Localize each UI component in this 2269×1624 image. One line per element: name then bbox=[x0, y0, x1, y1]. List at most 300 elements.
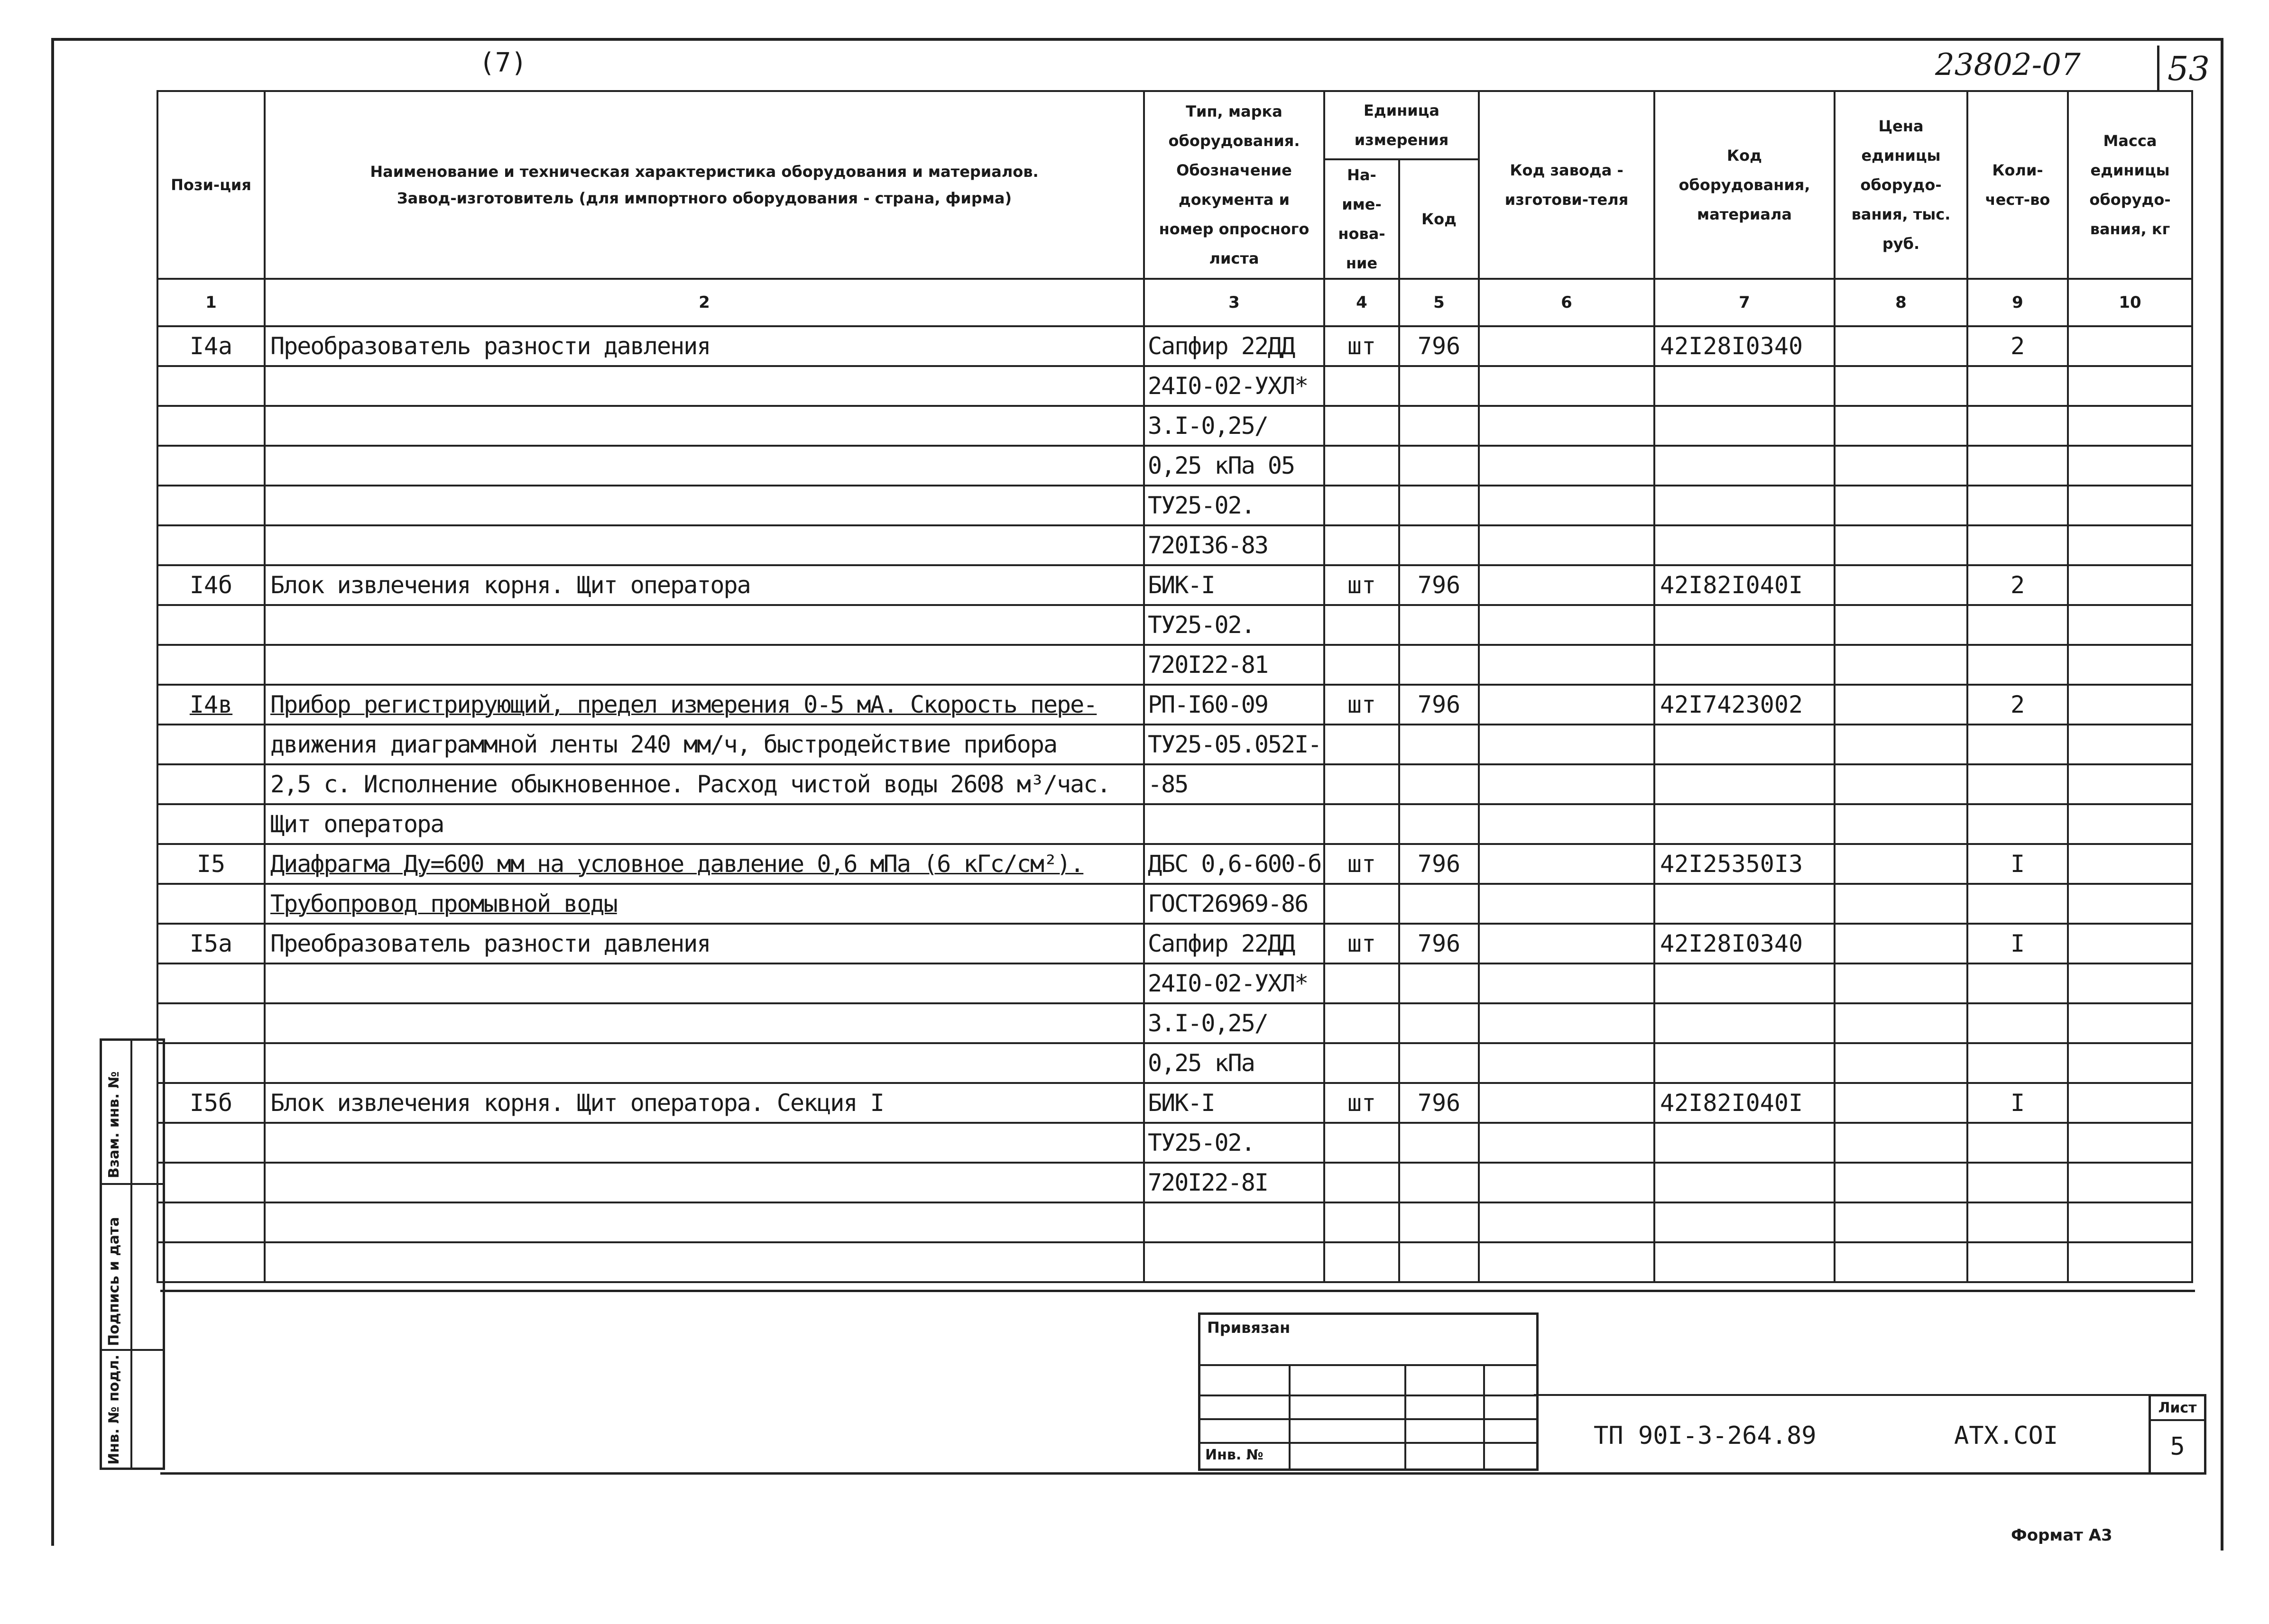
row-unit-code bbox=[1399, 366, 1479, 406]
row-type: -85 bbox=[1144, 764, 1324, 804]
row-quantity bbox=[1967, 1123, 2068, 1163]
row-name bbox=[265, 1043, 1144, 1083]
table-row bbox=[157, 764, 2192, 804]
row-unit-code: 796 bbox=[1399, 844, 1479, 884]
row-unit bbox=[1324, 645, 1399, 685]
row-name: Преобразователь разности давления bbox=[265, 326, 1144, 366]
row-unit bbox=[1324, 1202, 1399, 1242]
row-price bbox=[1835, 804, 1967, 844]
row-equipment-code: 42I82I040I bbox=[1654, 1083, 1835, 1123]
row-equipment-code bbox=[1654, 486, 1835, 525]
row-mass bbox=[2068, 605, 2192, 645]
row-factory-code bbox=[1479, 525, 1654, 565]
row-price bbox=[1835, 924, 1967, 963]
margin-stamp bbox=[100, 1038, 165, 1470]
header-name-line2: Завод-изготовитель (для импортного оборудования - страна, фирма) bbox=[397, 189, 1012, 207]
row-unit: шт bbox=[1324, 326, 1399, 366]
frame-bottom-line bbox=[160, 1472, 2195, 1475]
row-mass bbox=[2068, 406, 2192, 446]
row-type: 0,25 кПа bbox=[1144, 1043, 1324, 1083]
row-quantity bbox=[1967, 963, 2068, 1003]
row-price bbox=[1835, 446, 1967, 486]
row-price bbox=[1835, 326, 1967, 366]
table-row bbox=[157, 685, 2192, 725]
row-mass bbox=[2068, 1043, 2192, 1083]
privbox-line bbox=[1200, 1418, 1536, 1420]
stamp-inv-cell bbox=[102, 1349, 163, 1468]
row-quantity bbox=[1967, 1202, 2068, 1242]
row-price bbox=[1835, 1043, 1967, 1083]
sheet-label: Лист bbox=[2151, 1396, 2204, 1421]
row-equipment-code bbox=[1654, 525, 1835, 565]
row-price bbox=[1835, 844, 1967, 884]
row-price bbox=[1835, 963, 1967, 1003]
row-mass bbox=[2068, 446, 2192, 486]
row-quantity: 2 bbox=[1967, 685, 2068, 725]
format-label: Формат А3 bbox=[2011, 1526, 2112, 1545]
row-unit-code bbox=[1399, 1242, 1479, 1282]
row-position bbox=[157, 963, 265, 1003]
row-price bbox=[1835, 525, 1967, 565]
row-type bbox=[1144, 804, 1324, 844]
row-price bbox=[1835, 1123, 1967, 1163]
row-mass bbox=[2068, 1242, 2192, 1282]
row-unit-code: 796 bbox=[1399, 326, 1479, 366]
table-row bbox=[157, 605, 2192, 645]
column-number: 7 bbox=[1654, 279, 1835, 326]
row-quantity bbox=[1967, 645, 2068, 685]
row-position: I5 bbox=[157, 844, 265, 884]
doc-number-handwritten: 23802-07 bbox=[1935, 47, 2081, 83]
row-position: I4а bbox=[157, 326, 265, 366]
row-factory-code bbox=[1479, 446, 1654, 486]
row-position bbox=[157, 1242, 265, 1282]
sheet-box bbox=[2149, 1394, 2206, 1475]
row-name: Блок извлечения корня. Щит оператора bbox=[265, 565, 1144, 605]
row-mass bbox=[2068, 963, 2192, 1003]
table-row bbox=[157, 1163, 2192, 1202]
row-mass bbox=[2068, 924, 2192, 963]
row-name: Щит оператора bbox=[265, 804, 1144, 844]
row-position: I5б bbox=[157, 1083, 265, 1123]
row-mass bbox=[2068, 366, 2192, 406]
row-position bbox=[157, 1123, 265, 1163]
table-row bbox=[157, 1043, 2192, 1083]
row-position bbox=[157, 764, 265, 804]
row-price bbox=[1835, 1202, 1967, 1242]
row-price bbox=[1835, 685, 1967, 725]
table-row bbox=[157, 486, 2192, 525]
row-type: 720I22-8I bbox=[1144, 1163, 1324, 1202]
privbox-line bbox=[1200, 1442, 1536, 1444]
row-price bbox=[1835, 1163, 1967, 1202]
header-unit-group: Единица измерения bbox=[1324, 91, 1479, 159]
row-factory-code bbox=[1479, 326, 1654, 366]
privbox-vline bbox=[1404, 1366, 1406, 1468]
header-position: Пози-ция bbox=[157, 91, 265, 279]
row-type: ТУ25-02. bbox=[1144, 1123, 1324, 1163]
row-unit bbox=[1324, 446, 1399, 486]
privbox-line bbox=[1200, 1364, 1536, 1366]
row-type: 720I22-81 bbox=[1144, 645, 1324, 685]
row-position bbox=[157, 804, 265, 844]
row-unit-code bbox=[1399, 605, 1479, 645]
row-unit-code bbox=[1399, 725, 1479, 764]
row-type: 24I0-02-УХЛ* bbox=[1144, 963, 1324, 1003]
row-price bbox=[1835, 565, 1967, 605]
row-quantity: I bbox=[1967, 844, 2068, 884]
row-mass bbox=[2068, 685, 2192, 725]
row-name bbox=[265, 645, 1144, 685]
row-quantity bbox=[1967, 1163, 2068, 1202]
row-factory-code bbox=[1479, 963, 1654, 1003]
row-price bbox=[1835, 486, 1967, 525]
row-name: Прибор регистрирующий, предел измерения 0-5 мА. Скорость пере- bbox=[265, 685, 1144, 725]
row-name bbox=[265, 366, 1144, 406]
row-mass bbox=[2068, 725, 2192, 764]
row-name bbox=[265, 1242, 1144, 1282]
row-position bbox=[157, 1202, 265, 1242]
privbox-line bbox=[1200, 1395, 1536, 1396]
row-equipment-code bbox=[1654, 1242, 1835, 1282]
row-equipment-code: 42I7423002 bbox=[1654, 685, 1835, 725]
row-equipment-code bbox=[1654, 1043, 1835, 1083]
row-type: ДБС 0,6-600-б bbox=[1144, 844, 1324, 884]
row-type: БИК-I bbox=[1144, 1083, 1324, 1123]
row-equipment-code: 42I28I0340 bbox=[1654, 924, 1835, 963]
row-factory-code bbox=[1479, 1003, 1654, 1043]
title-block-row-line bbox=[1534, 1394, 2150, 1396]
table-row bbox=[157, 565, 2192, 605]
row-factory-code bbox=[1479, 1163, 1654, 1202]
row-equipment-code bbox=[1654, 804, 1835, 844]
table-row bbox=[157, 725, 2192, 764]
row-unit bbox=[1324, 1043, 1399, 1083]
row-type: ТУ25-02. bbox=[1144, 605, 1324, 645]
row-unit-code bbox=[1399, 1123, 1479, 1163]
row-price bbox=[1835, 406, 1967, 446]
row-unit bbox=[1324, 605, 1399, 645]
table-row bbox=[157, 1242, 2192, 1282]
row-type: Сапфир 22ДД bbox=[1144, 924, 1324, 963]
table-row bbox=[157, 446, 2192, 486]
privyazan-box bbox=[1198, 1312, 1539, 1471]
row-position bbox=[157, 446, 265, 486]
table-row bbox=[157, 1003, 2192, 1043]
table-row bbox=[157, 924, 2192, 963]
row-factory-code bbox=[1479, 645, 1654, 685]
row-type: 3.I-0,25/ bbox=[1144, 1003, 1324, 1043]
header-unit-name: На-име-нова-ние bbox=[1324, 159, 1399, 279]
row-equipment-code bbox=[1654, 963, 1835, 1003]
row-quantity bbox=[1967, 764, 2068, 804]
header-price: Цена единицы оборудо-вания, тыс. руб. bbox=[1835, 91, 1967, 279]
table-row bbox=[157, 963, 2192, 1003]
row-position: I4б bbox=[157, 565, 265, 605]
row-factory-code bbox=[1479, 366, 1654, 406]
row-equipment-code: 42I28I0340 bbox=[1654, 326, 1835, 366]
row-price bbox=[1835, 884, 1967, 924]
row-name: движения диаграммной ленты 240 мм/ч, быстродействие прибора bbox=[265, 725, 1144, 764]
row-unit-code bbox=[1399, 884, 1479, 924]
row-quantity bbox=[1967, 525, 2068, 565]
row-unit bbox=[1324, 804, 1399, 844]
row-mass bbox=[2068, 764, 2192, 804]
row-quantity bbox=[1967, 446, 2068, 486]
row-unit-code bbox=[1399, 446, 1479, 486]
row-name: Блок извлечения корня. Щит оператора. Секция I bbox=[265, 1083, 1144, 1123]
table-body bbox=[157, 326, 2192, 1282]
table-bottom-line bbox=[160, 1290, 2195, 1292]
row-equipment-code bbox=[1654, 605, 1835, 645]
column-number: 8 bbox=[1835, 279, 1967, 326]
row-type: ТУ25-05.052I- bbox=[1144, 725, 1324, 764]
row-price bbox=[1835, 1242, 1967, 1282]
row-factory-code bbox=[1479, 406, 1654, 446]
frame-right bbox=[2221, 38, 2223, 1551]
row-position bbox=[157, 486, 265, 525]
row-type: 24I0-02-УХЛ* bbox=[1144, 366, 1324, 406]
row-unit-code bbox=[1399, 1003, 1479, 1043]
row-unit: шт bbox=[1324, 924, 1399, 963]
frame-left bbox=[51, 38, 54, 1546]
row-quantity bbox=[1967, 725, 2068, 764]
row-position bbox=[157, 884, 265, 924]
row-mass bbox=[2068, 804, 2192, 844]
row-unit bbox=[1324, 525, 1399, 565]
row-mass bbox=[2068, 844, 2192, 884]
header-name-line1: Наименование и техническая характеристика оборудования и материалов. bbox=[370, 163, 1039, 181]
row-unit bbox=[1324, 1163, 1399, 1202]
table-row bbox=[157, 366, 2192, 406]
row-mass bbox=[2068, 1202, 2192, 1242]
column-number: 2 bbox=[265, 279, 1144, 326]
row-unit: шт bbox=[1324, 1083, 1399, 1123]
row-type: ГОСТ26969-86 bbox=[1144, 884, 1324, 924]
row-unit-code bbox=[1399, 804, 1479, 844]
row-equipment-code bbox=[1654, 1003, 1835, 1043]
row-unit-code bbox=[1399, 525, 1479, 565]
row-factory-code bbox=[1479, 1123, 1654, 1163]
header-row-1 bbox=[157, 91, 2192, 159]
row-equipment-code: 42I25350I3 bbox=[1654, 844, 1835, 884]
row-mass bbox=[2068, 1123, 2192, 1163]
row-mass bbox=[2068, 565, 2192, 605]
specification-table bbox=[157, 90, 2193, 1283]
row-equipment-code bbox=[1654, 884, 1835, 924]
row-quantity bbox=[1967, 804, 2068, 844]
row-equipment-code bbox=[1654, 1202, 1835, 1242]
row-unit bbox=[1324, 406, 1399, 446]
table-row bbox=[157, 884, 2192, 924]
table-row bbox=[157, 1083, 2192, 1123]
table-row bbox=[157, 326, 2192, 366]
table-row bbox=[157, 406, 2192, 446]
row-type: 720I36-83 bbox=[1144, 525, 1324, 565]
header-mass: Масса единицы оборудо-вания, кг bbox=[2068, 91, 2192, 279]
row-equipment-code bbox=[1654, 1123, 1835, 1163]
row-unit-code: 796 bbox=[1399, 924, 1479, 963]
header-type: Тип, марка оборудования. Обозначение документа и номер опросного листа bbox=[1144, 91, 1324, 279]
row-unit bbox=[1324, 1003, 1399, 1043]
row-quantity bbox=[1967, 605, 2068, 645]
sheet-number: 5 bbox=[2170, 1432, 2185, 1461]
column-numbers-row bbox=[157, 279, 2192, 326]
table-row bbox=[157, 525, 2192, 565]
column-number: 6 bbox=[1479, 279, 1654, 326]
row-mass bbox=[2068, 884, 2192, 924]
row-unit bbox=[1324, 1123, 1399, 1163]
row-price bbox=[1835, 1083, 1967, 1123]
row-type bbox=[1144, 1242, 1324, 1282]
row-unit-code bbox=[1399, 406, 1479, 446]
row-unit-code bbox=[1399, 1163, 1479, 1202]
row-type: БИК-I bbox=[1144, 565, 1324, 605]
row-unit-code bbox=[1399, 645, 1479, 685]
row-position bbox=[157, 725, 265, 764]
row-equipment-code bbox=[1654, 366, 1835, 406]
row-unit bbox=[1324, 725, 1399, 764]
row-unit-code: 796 bbox=[1399, 685, 1479, 725]
row-unit bbox=[1324, 366, 1399, 406]
row-price bbox=[1835, 725, 1967, 764]
column-number: 5 bbox=[1399, 279, 1479, 326]
table-row bbox=[157, 804, 2192, 844]
row-position: I5а bbox=[157, 924, 265, 963]
row-equipment-code: 42I82I040I bbox=[1654, 565, 1835, 605]
row-unit-code bbox=[1399, 1202, 1479, 1242]
row-mass bbox=[2068, 1163, 2192, 1202]
row-quantity: 2 bbox=[1967, 565, 2068, 605]
row-position bbox=[157, 1003, 265, 1043]
row-quantity: I bbox=[1967, 1083, 2068, 1123]
row-quantity bbox=[1967, 1003, 2068, 1043]
row-factory-code bbox=[1479, 565, 1654, 605]
document-code: АТХ.СОI bbox=[1954, 1422, 2058, 1450]
row-mass bbox=[2068, 645, 2192, 685]
row-name: 2,5 с. Исполнение обыкновенное. Расход чистой воды 2608 м³/час. bbox=[265, 764, 1144, 804]
top-mark: (7) bbox=[479, 47, 527, 78]
row-name bbox=[265, 1163, 1144, 1202]
stamp-inv-label: Инв. № подл. bbox=[106, 1354, 122, 1465]
row-factory-code bbox=[1479, 1043, 1654, 1083]
row-quantity bbox=[1967, 884, 2068, 924]
row-factory-code bbox=[1479, 884, 1654, 924]
row-position bbox=[157, 1163, 265, 1202]
page-number-handwritten: 53 bbox=[2168, 49, 2210, 88]
frame-top bbox=[51, 38, 2223, 41]
row-unit-code bbox=[1399, 764, 1479, 804]
row-name bbox=[265, 446, 1144, 486]
row-unit bbox=[1324, 1242, 1399, 1282]
column-number: 4 bbox=[1324, 279, 1399, 326]
privyazan-label: Привязан bbox=[1207, 1319, 1291, 1337]
stamp-vzam-label: Взам. инв. № bbox=[106, 1071, 122, 1178]
table-row bbox=[157, 645, 2192, 685]
row-quantity bbox=[1967, 1242, 2068, 1282]
row-name: Трубопровод промывной воды bbox=[265, 884, 1144, 924]
table-row bbox=[157, 844, 2192, 884]
row-mass bbox=[2068, 525, 2192, 565]
row-type: 0,25 кПа 05 bbox=[1144, 446, 1324, 486]
row-position: I4в bbox=[157, 685, 265, 725]
row-type: 3.I-0,25/ bbox=[1144, 406, 1324, 446]
stamp-podpis-cell bbox=[102, 1183, 163, 1349]
row-quantity: 2 bbox=[1967, 326, 2068, 366]
header-factory-code: Код завода - изготови-теля bbox=[1479, 91, 1654, 279]
row-unit-code bbox=[1399, 486, 1479, 525]
row-name bbox=[265, 1003, 1144, 1043]
row-name bbox=[265, 963, 1144, 1003]
column-number: 3 bbox=[1144, 279, 1324, 326]
inv-number-label: Инв. № bbox=[1205, 1447, 1264, 1463]
row-name bbox=[265, 486, 1144, 525]
row-equipment-code bbox=[1654, 1163, 1835, 1202]
row-unit: шт bbox=[1324, 565, 1399, 605]
privbox-vline bbox=[1289, 1366, 1291, 1468]
header-equipment-code: Код оборудования, материала bbox=[1654, 91, 1835, 279]
row-price bbox=[1835, 605, 1967, 645]
project-number: ТП 90I-3-264.89 bbox=[1594, 1422, 1817, 1450]
row-name bbox=[265, 605, 1144, 645]
row-quantity bbox=[1967, 406, 2068, 446]
row-position bbox=[157, 406, 265, 446]
row-mass bbox=[2068, 1003, 2192, 1043]
row-unit: шт bbox=[1324, 685, 1399, 725]
row-factory-code bbox=[1479, 764, 1654, 804]
row-unit-code bbox=[1399, 1043, 1479, 1083]
row-equipment-code bbox=[1654, 406, 1835, 446]
row-unit bbox=[1324, 963, 1399, 1003]
row-unit-code bbox=[1399, 963, 1479, 1003]
row-quantity: I bbox=[1967, 924, 2068, 963]
row-mass bbox=[2068, 486, 2192, 525]
row-position bbox=[157, 1043, 265, 1083]
row-name: Диафрагма Ду=600 мм на условное давление 0,6 мПа (6 кГс/см²). bbox=[265, 844, 1144, 884]
row-position bbox=[157, 525, 265, 565]
header-unit-code: Код bbox=[1399, 159, 1479, 279]
row-name bbox=[265, 1123, 1144, 1163]
row-price bbox=[1835, 366, 1967, 406]
row-unit: шт bbox=[1324, 844, 1399, 884]
row-factory-code bbox=[1479, 725, 1654, 764]
row-name bbox=[265, 406, 1144, 446]
row-equipment-code bbox=[1654, 764, 1835, 804]
row-position bbox=[157, 605, 265, 645]
header-quantity: Коли-чест-во bbox=[1967, 91, 2068, 279]
row-factory-code bbox=[1479, 486, 1654, 525]
row-factory-code bbox=[1479, 804, 1654, 844]
row-unit-code: 796 bbox=[1399, 565, 1479, 605]
row-name bbox=[265, 1202, 1144, 1242]
row-factory-code bbox=[1479, 1242, 1654, 1282]
row-mass bbox=[2068, 1083, 2192, 1123]
row-factory-code bbox=[1479, 1083, 1654, 1123]
row-price bbox=[1835, 1003, 1967, 1043]
row-factory-code bbox=[1479, 685, 1654, 725]
row-factory-code bbox=[1479, 924, 1654, 963]
row-type: РП-I60-09 bbox=[1144, 685, 1324, 725]
row-unit bbox=[1324, 764, 1399, 804]
row-position bbox=[157, 366, 265, 406]
table-row bbox=[157, 1123, 2192, 1163]
row-type bbox=[1144, 1202, 1324, 1242]
row-name: Преобразователь разности давления bbox=[265, 924, 1144, 963]
stamp-podpis-label: Подпись и дата bbox=[106, 1217, 122, 1346]
row-quantity bbox=[1967, 1043, 2068, 1083]
privbox-vline bbox=[1483, 1366, 1485, 1468]
column-number: 10 bbox=[2068, 279, 2192, 326]
